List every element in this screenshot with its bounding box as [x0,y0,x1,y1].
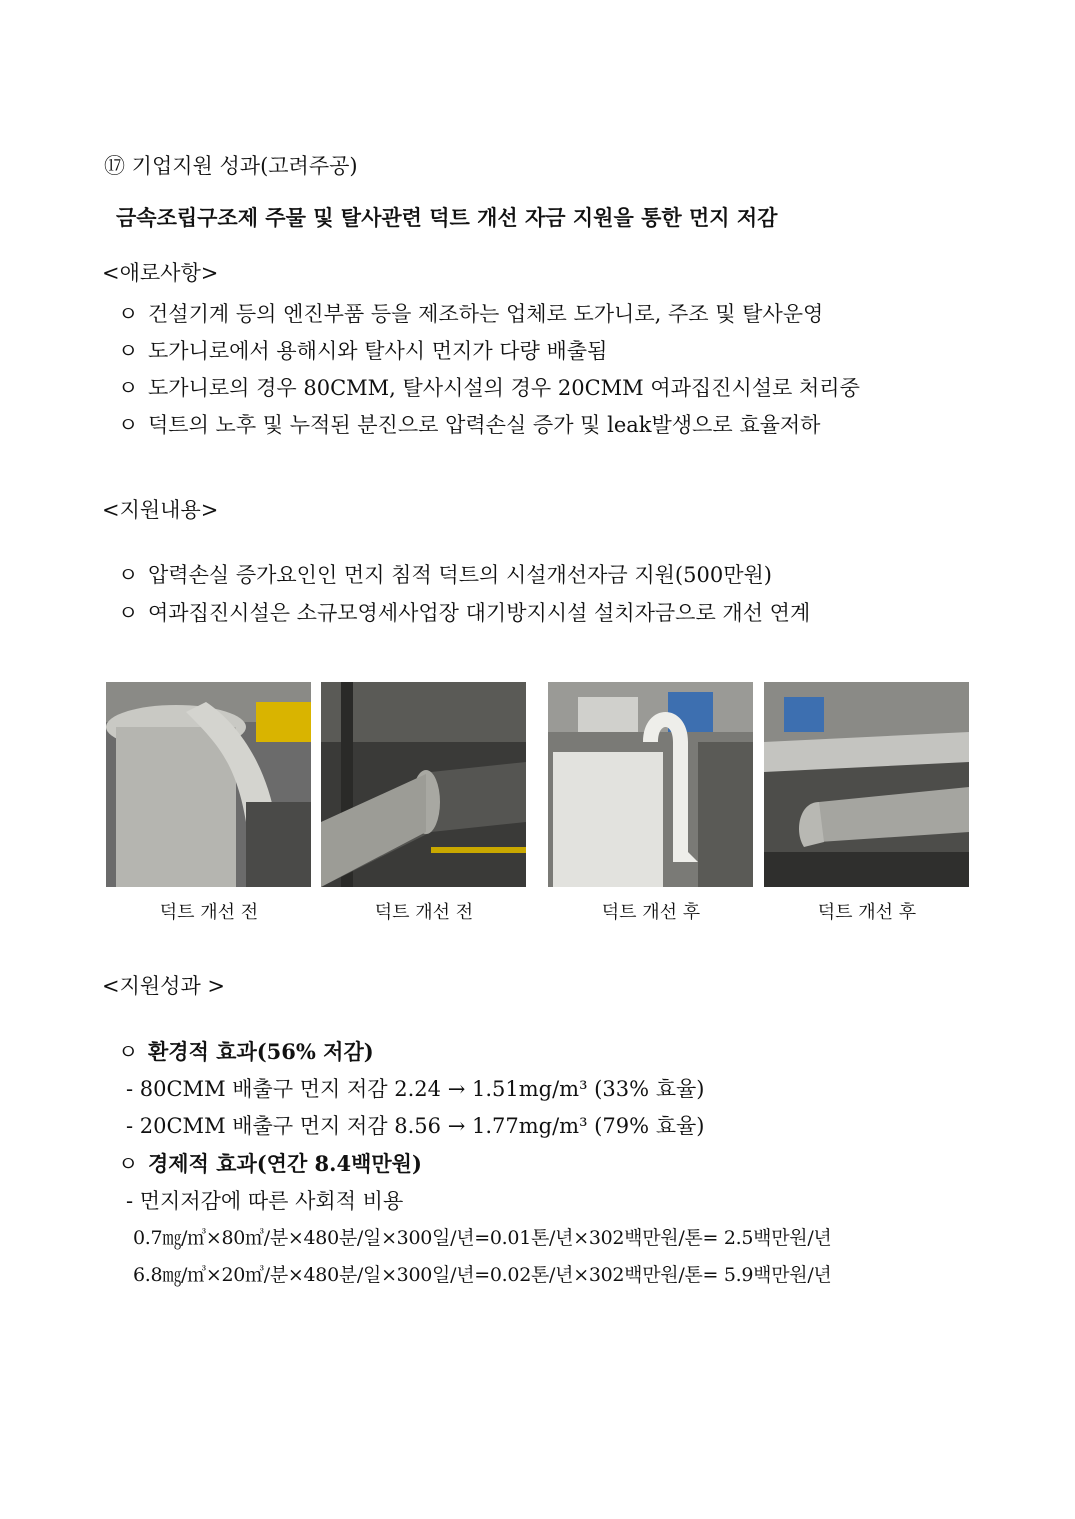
list-item: ㅇ 도가니로에서 용해시와 탈사시 먼지가 다량 배출됨 [118,335,607,365]
photo-duct-after-2 [764,682,969,887]
list-item: ㅇ 건설기계 등의 엔진부품 등을 제조하는 업체로 도가니로, 주조 및 탈사운영 [118,298,823,328]
calc-line: 6.8㎎/㎥×20㎥/분×480분/일×300일/년=0.02톤/년×302백만원/톤= 5.9백만원/년 [133,1264,832,1286]
photo-duct-after-1 [548,682,753,887]
section-heading-results: <지원성과 > [102,974,226,998]
photo-caption: 덕트 개선 후 [817,902,917,923]
page-subtitle: 금속조립구조제 주물 및 탈사관련 덕트 개선 자금 지원을 통한 먼지 저감 [116,205,778,230]
bullet-mark: ㅇ [118,376,139,400]
list-item-econ-effect: ㅇ 경제적 효과(연간 8.4백만원) [118,1148,422,1178]
env-line: - 20CMM 배출구 먼지 저감 8.56 → 1.77mg/m³ (79% 효율) [126,1114,705,1138]
photo-duct-before-1 [106,682,311,887]
env-line: - 80CMM 배출구 먼지 저감 2.24 → 1.51mg/m³ (33% 효율) [126,1077,705,1101]
bullet-mark: ㅇ [118,339,139,363]
photo-caption: 덕트 개선 전 [374,902,474,923]
bullet-mark: ㅇ [118,601,139,625]
photo-caption: 덕트 개선 후 [601,902,701,923]
section-heading-difficulties: <애로사항> [102,261,219,285]
list-item: ㅇ 덕트의 노후 및 누적된 분진으로 압력손실 증가 및 leak발생으로 효율저하 [118,409,820,439]
list-item: ㅇ 여과집진시설은 소규모영세사업장 대기방지시설 설치자금으로 개선 연계 [118,597,810,627]
bullet-mark: ㅇ [118,413,139,437]
bullet-mark: ㅇ [118,563,139,587]
econ-line: - 먼지저감에 따른 사회적 비용 [126,1189,404,1213]
section-heading-support: <지원내용> [102,498,219,522]
bullet-mark: ㅇ [118,1040,139,1064]
calc-line: 0.7㎎/㎥×80㎥/분×480분/일×300일/년=0.01톤/년×302백만원/톤= 2.5백만원/년 [133,1227,832,1249]
bullet-mark: ㅇ [118,1152,139,1176]
page-title: ⑰ 기업지원 성과(고려주공) [104,154,358,178]
list-item-env-effect: ㅇ 환경적 효과(56% 저감) [118,1036,374,1066]
bullet-mark: ㅇ [118,302,139,326]
list-item: ㅇ 압력손실 증가요인인 먼지 침적 덕트의 시설개선자금 지원(500만원) [118,559,772,589]
list-item: ㅇ 도가니로의 경우 80CMM, 탈사시설의 경우 20CMM 여과집진시설로 처리중 [118,372,860,402]
photo-duct-before-2 [321,682,526,887]
photo-caption: 덕트 개선 전 [159,902,259,923]
